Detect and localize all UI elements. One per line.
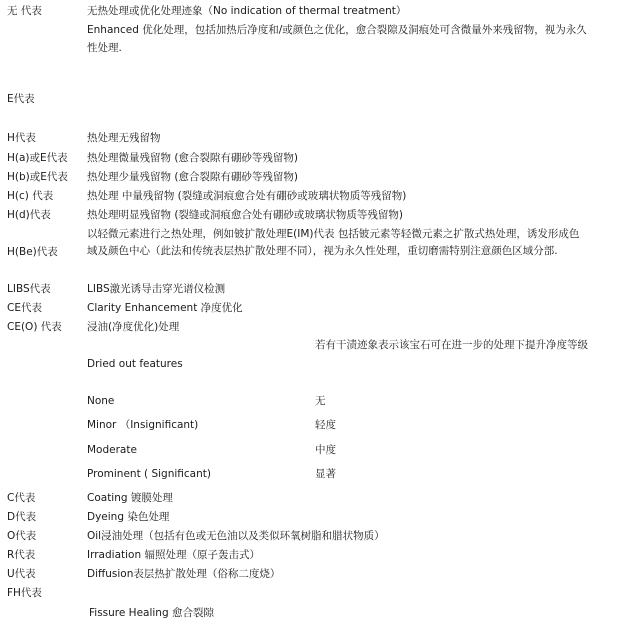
desc-enhanced-cont: 性处理.	[87, 42, 122, 54]
code-hbe: H(Be)代表	[7, 246, 58, 258]
dried-title: Dried out features	[87, 358, 183, 370]
desc-libs: LIBS激光诱导击穿光谱仪检测	[87, 283, 226, 295]
desc-h: 热处理无残留物	[87, 132, 161, 144]
code-r: R代表	[7, 549, 36, 561]
desc-d: Dyeing 染色处理	[87, 511, 170, 523]
desc-ce: Clarity Enhancement 净度优化	[87, 302, 243, 314]
level-none-cn: 无	[315, 395, 326, 407]
level-moderate-cn: 中度	[315, 444, 336, 456]
code-hd: H(d)代表	[7, 209, 51, 221]
desc-hbe-1: 以轻微元素进行之热处理，例如铍扩散处理E(IM)代表 包括铍元素等轻微元素之扩散式热处理，诱发形成色	[87, 228, 580, 240]
code-h: H代表	[7, 132, 36, 144]
code-hb: H(b)或E代表	[7, 171, 68, 183]
desc-r: Irradiation 辐照处理（原子轰击式）	[87, 549, 260, 561]
code-fh: FH代表	[7, 587, 42, 599]
code-c: C代表	[7, 492, 36, 504]
code-hc: H(c) 代表	[7, 190, 54, 202]
code-e: E代表	[7, 93, 35, 105]
code-d: D代表	[7, 511, 37, 523]
level-prominent-cn: 显著	[315, 468, 336, 480]
level-moderate-en: Moderate	[87, 444, 137, 456]
level-minor-en: Minor （Insignificant)	[87, 419, 199, 431]
desc-hd: 热处理明显残留物 (裂缝或洞痕愈合处有硼砂或玻璃状物质等残留物)	[87, 209, 404, 221]
desc-ha: 热处理微量残留物 (愈合裂隙有硼砂等残留物)	[87, 152, 299, 164]
dried-note: 若有干渍迹象表示该宝石可在进一步的处理下提升净度等级	[315, 339, 588, 351]
desc-enhanced: Enhanced 优化处理，包括加热后净度和/或颜色之优化，愈合裂隙及洞痕处可含微量外来残留物，视为永久	[87, 24, 587, 36]
desc-o: Oil浸油处理（包括有色或无色油以及类似环氧树脂和腊状物质）	[87, 530, 385, 542]
level-none-en: None	[87, 395, 115, 407]
desc-c: Coating 镀膜处理	[87, 492, 173, 504]
desc-hc: 热处理 中量残留物 (裂缝或洞痕愈合处有硼砂或玻璃状物质等残留物)	[87, 190, 407, 202]
code-ha: H(a)或E代表	[7, 152, 68, 164]
code-libs: LIBS代表	[7, 283, 51, 295]
desc-none: 无热处理或优化处理迹象（No indication of thermal treatment）	[87, 5, 407, 17]
level-prominent-en: Prominent ( Significant)	[87, 468, 211, 480]
desc-u: Diffusion表层热扩散处理（俗称二度烧）	[87, 568, 281, 580]
code-ceo: CE(O) 代表	[7, 321, 62, 333]
code-u: U代表	[7, 568, 36, 580]
desc-hb: 热处理少量残留物 (愈合裂隙有硼砂等残留物)	[87, 171, 299, 183]
desc-hbe-2: 域及颜色中心（此法和传统表层热扩散处理不同），视为永久性处理，重切磨需特别注意颜色区域分部.	[87, 245, 558, 257]
desc-fh: Fissure Healing 愈合裂隙	[89, 607, 214, 619]
desc-ceo: 浸油(净度优化)处理	[87, 321, 180, 333]
code-o: O代表	[7, 530, 37, 542]
level-minor-cn: 轻度	[315, 419, 336, 431]
code-none: 无 代表	[7, 5, 42, 17]
code-ce: CE代表	[7, 302, 42, 314]
